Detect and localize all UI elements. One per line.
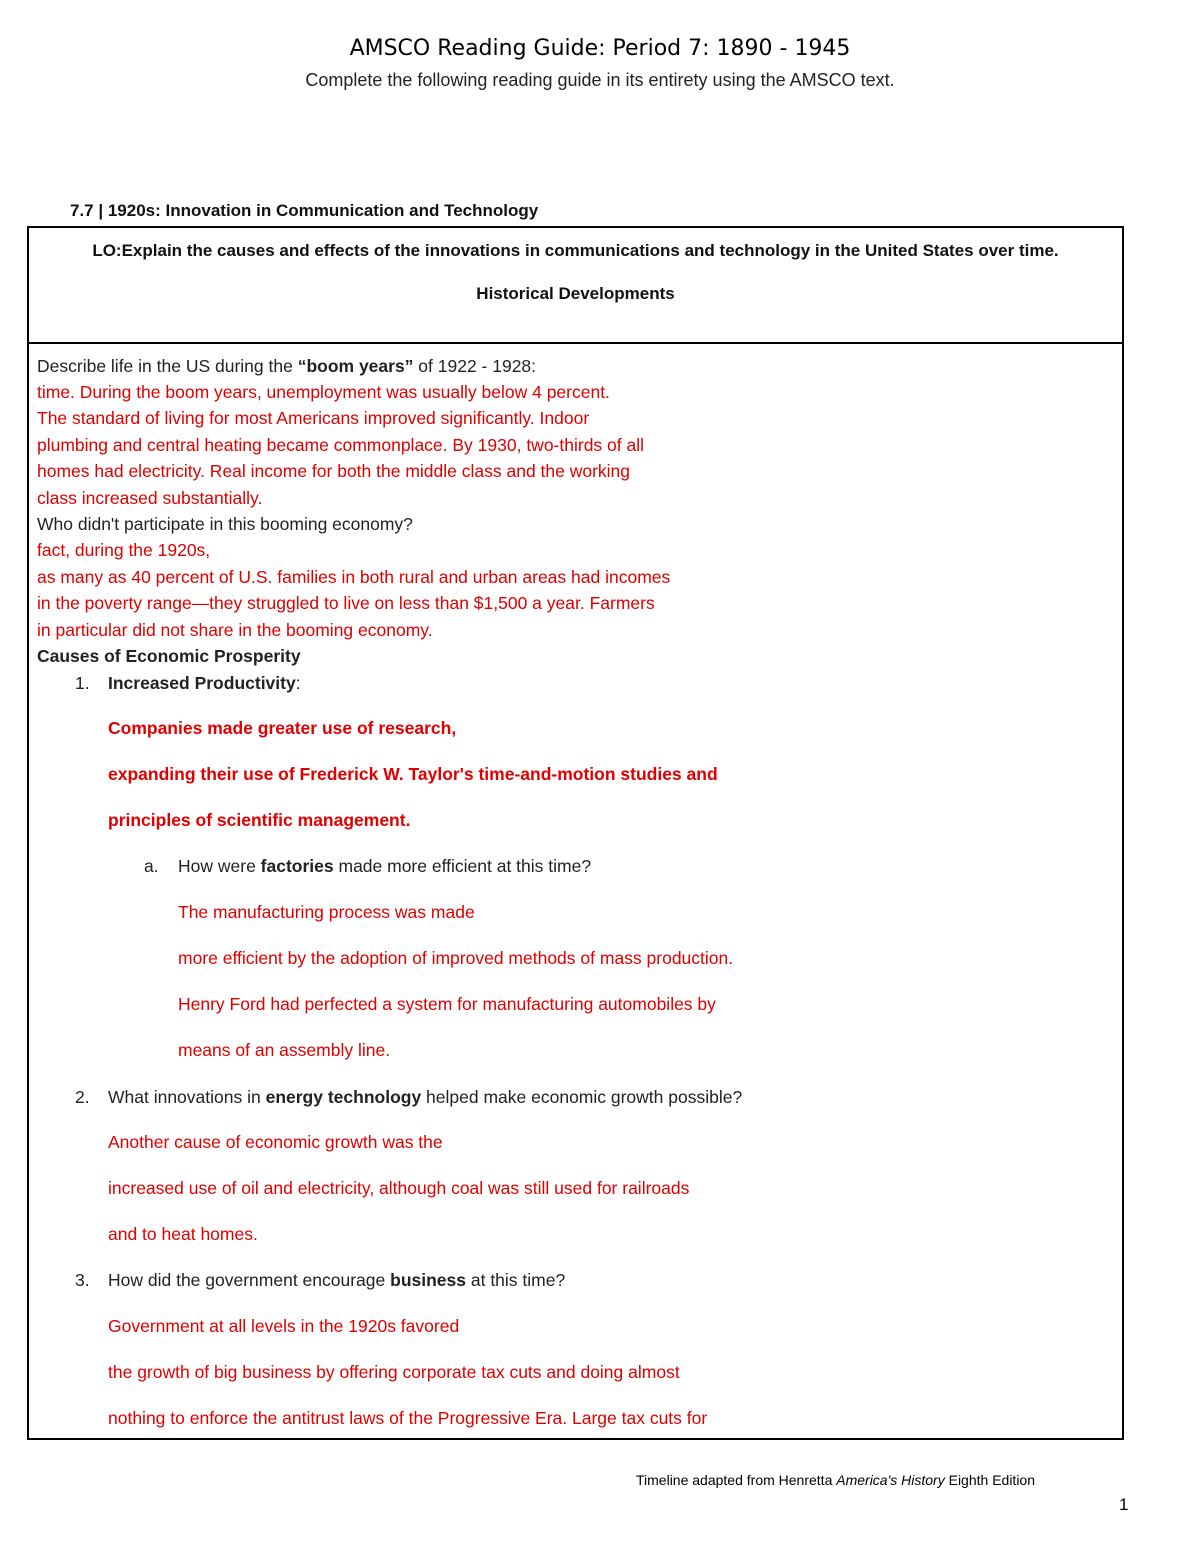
list-letter: a. bbox=[144, 856, 159, 876]
answer-line: as many as 40 percent of U.S. families in both rural and urban areas had incomes bbox=[37, 567, 671, 587]
page-subtitle: Complete the following reading guide in its entirety using the AMSCO text. bbox=[305, 70, 895, 90]
answer-line: expanding their use of Frederick W. Taylor's time-and-motion studies and bbox=[108, 764, 718, 784]
footer-credit: Timeline adapted from Henretta America's History Eighth Edition bbox=[636, 1472, 1036, 1488]
answer-line: means of an assembly line. bbox=[178, 1040, 391, 1060]
question-energy-technology: What innovations in energy technology helped make economic growth possible? bbox=[108, 1087, 743, 1107]
guide-table bbox=[27, 226, 1124, 1440]
answer-line: time. During the boom years, unemployment was usually below 4 percent. bbox=[37, 382, 610, 402]
answer-line: Companies made greater use of research, bbox=[108, 718, 457, 738]
list-number: 3. bbox=[75, 1270, 90, 1290]
answer-line: Henry Ford had perfected a system for manufacturing automobiles by bbox=[178, 994, 716, 1014]
answer-line: plumbing and central heating became commonplace. By 1930, two-thirds of all bbox=[37, 435, 645, 455]
page-title: AMSCO Reading Guide: Period 7: 1890 - 1945 bbox=[349, 36, 851, 61]
answer-line: principles of scientific management. bbox=[108, 810, 411, 830]
answer-line: The standard of living for most Americans improved significantly. Indoor bbox=[37, 408, 590, 428]
question-factories: How were factories made more efficient at this time? bbox=[178, 856, 592, 876]
answer-line: the growth of big business by offering corporate tax cuts and doing almost bbox=[108, 1362, 680, 1382]
answer-line: and to heat homes. bbox=[108, 1224, 258, 1244]
answer-line: class increased substantially. bbox=[37, 488, 263, 508]
answer-line: in particular did not share in the booming economy. bbox=[37, 620, 433, 640]
historical-developments-heading: Historical Developments bbox=[476, 284, 675, 303]
learning-objective: LO:Explain the causes and effects of the innovations in communications and technology in the United States over time. bbox=[92, 241, 1059, 260]
section-heading: 7.7 | 1920s: Innovation in Communication and Technology bbox=[70, 201, 539, 220]
question-participation: Who didn't participate in this booming economy? bbox=[37, 514, 413, 534]
table-header bbox=[29, 228, 1122, 344]
answer-line: fact, during the 1920s, bbox=[37, 540, 211, 560]
causes-heading: Causes of Economic Prosperity bbox=[37, 646, 301, 666]
item-increased-productivity: Increased Productivity: bbox=[108, 673, 301, 693]
answer-line: Another cause of economic growth was the bbox=[108, 1132, 443, 1152]
answer-line: homes had electricity. Real income for both the middle class and the working bbox=[37, 461, 631, 481]
answer-line: Government at all levels in the 1920s favored bbox=[108, 1316, 460, 1336]
answer-line: more efficient by the adoption of improved methods of mass production. bbox=[178, 948, 734, 968]
answer-line: in the poverty range—they struggled to live on less than $1,500 a year. Farmers bbox=[37, 593, 655, 613]
page-number: 1 bbox=[1119, 1495, 1129, 1514]
answer-line: nothing to enforce the antitrust laws of the Progressive Era. Large tax cuts for bbox=[108, 1408, 708, 1428]
question-business: How did the government encourage business at this time? bbox=[108, 1270, 566, 1290]
answer-line: increased use of oil and electricity, although coal was still used for railroads bbox=[108, 1178, 690, 1198]
list-number: 2. bbox=[75, 1087, 90, 1107]
list-number: 1. bbox=[75, 673, 90, 693]
question-boom-years: Describe life in the US during the “boom years” of 1922 - 1928: bbox=[37, 356, 537, 376]
answer-line: The manufacturing process was made bbox=[178, 902, 475, 922]
